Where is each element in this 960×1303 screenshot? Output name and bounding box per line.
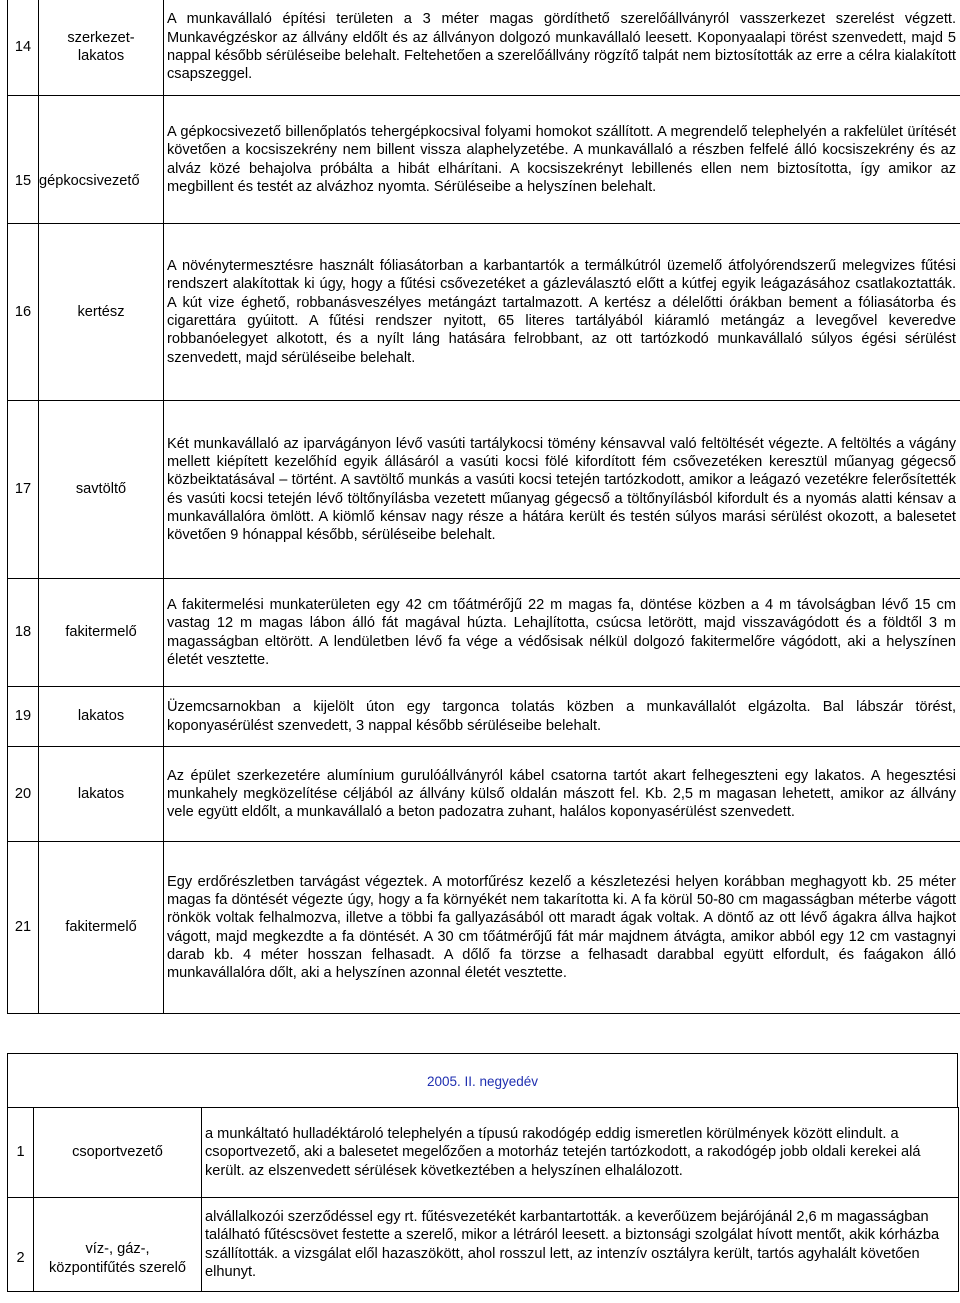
accident-table-2005-q2 [7, 1107, 959, 1292]
occupation: fakitermelő [39, 842, 164, 1014]
occupation: víz-, gáz-, központifűtés szerelő [34, 1198, 202, 1292]
section-header [7, 1053, 958, 1108]
accident-description: A munkavállaló építési területen a 3 méter magas gördíthető szerelőállványról vasszerkezet szerelést végzett. Munkavégzéskor az állvány eldőlt és az állványon dolgozó munkavállaló leesett. Koponyaalapi törést szenvedett, majd 5 nappal később sérüléseibe belehalt. Feltehetően a szerelőállvány rögzítő talpát nem biztosították az erre a célra kialakított csapszeggel. [164, 0, 960, 96]
occupation: csoportvezető [34, 1108, 202, 1198]
quarter-title: 2005. II. negyedév [426, 1074, 539, 1089]
row-number: 20 [8, 747, 39, 842]
table-row [8, 1108, 959, 1198]
accident-description: A fakitermelési munkaterületen egy 42 cm tőátmérőjű 22 m magas fa, döntése közben a 4 m távolságban lévő 15 cm vastag 12 m magas lábon álló fát magával húzta. Lehajlította, csúcsa letörött, majd visszavágódott és a földtől 3 m magasságban eltörött. A lendületben lévő fa vége a védősisak nélkül dolgozó fakitermelőre vágódott, aki a helyszínen életét vesztette. [164, 579, 960, 687]
table-row [8, 1198, 959, 1292]
occupation: lakatos [39, 687, 164, 747]
table-row [8, 224, 960, 401]
occupation: szerkezet- lakatos [39, 0, 164, 96]
accident-description: Két munkavállaló az iparvágányon lévő vasúti tartálykocsi tömény kénsavval való feltöltését végezte. A feltöltés a vágány mellett kiépített kezelőhíd egyik állásáról a vasúti kocsi fölé kifordított fém csővezetéken keresztül műanyag gégecső közbeiktatásával – történt. A savtöltő munkás a vasúti kocsi tetején tartózkodott, amikor a leágazó vezetékre felerősítették és vasúti kocsi tetején lévő töltőnyílásba vezetett műanyag gégecső a töltőnyílásból kifordult és a nyomás alatti kénsav a munkavállalóra ömlött. A kiömlő kénsav nagy része a hátára került és testén súlyos marási sérülést okozott, a balesetet követően 9 hónappal később, sérüléseibe belehalt. [164, 401, 960, 579]
occupation: savtöltő [39, 401, 164, 579]
row-number: 15 [8, 96, 39, 224]
occupation: gépkocsivezető [39, 96, 164, 224]
occupation: fakitermelő [39, 579, 164, 687]
accident-description: a munkáltató hulladéktároló telephelyén a típusú rakodógép eddig ismeretlen körülmények között elindult. a csoportvezető, aki a balesetet megelőzően a motorház tetején tartózkodott, a rakodógép jobb oldali kerekei alá került. az elszenvedett sérülések következtében a helyszínen elhalálozott. [202, 1108, 959, 1198]
row-number: 1 [8, 1108, 34, 1198]
table-row [8, 96, 960, 224]
occupation: kertész [39, 224, 164, 401]
accident-table [7, 0, 960, 1014]
row-number: 16 [8, 224, 39, 401]
table-row [8, 687, 960, 747]
accident-description: Az épület szerkezetére alumínium gurulóállványról kábel csatorna tartót akart felhegeszteni egy lakatos. A hegesztési munkahely megközelítése céljából az állvány külső oldalán mászott fel. Kb. 2,5 m magasan lehetett, amikor az állvány vele együtt eldőlt, a munkavállaló a beton padozatra zuhant, halálos koponyasérülést szenvedett. [164, 747, 960, 842]
accident-description: alvállalkozói szerződéssel egy rt. fűtésvezetékét karbantartották. a keverőüzem bejárójánál 2,6 m magasságban található fűtéscsövet festette a szerelő, mikor a létráról leesett. a biztonsági szolgálat hívott mentőt, akik kórházba szállították. a vizsgálat elől hazaszökött, ahol rosszul lett, az intenzív osztályra került, tartós agyhalált követően elhunyt. [202, 1198, 959, 1292]
row-number: 21 [8, 842, 39, 1014]
table-row [8, 401, 960, 579]
row-number: 18 [8, 579, 39, 687]
row-number: 17 [8, 401, 39, 579]
accident-description: Üzemcsarnokban a kijelölt úton egy targonca tolatás közben a munkavállalót elgázolta. Bal lábszár törést, koponyasérülést szenvedett, 3 nappal később sérüléseibe belehalt. [164, 687, 960, 747]
accident-description: Egy erdőrészletben tarvágást végeztek. A motorfűrész kezelő a készletezési helyen korábban meghagyott kb. 25 méter magas fa döntését végezte úgy, hogy a fa környékét nem takarította ki. A fa körül 50-80 cm magasságban méterbe vágott rönkök voltak felhalmozva, illetve a többi fa gallyazásából ott maradt ágak voltak. A döntő az ott lévő ágakra állva hajkot vágott, majd megkezdte a fa döntését. A 30 cm tőátmérőjű fát már majdnem átvágta, amikor abból egy 12 cm vastagnyi darab kb. 4 méter hosszan felhasadt. A dőlő fa törzse a felhasadt darabbal együtt elfordult, és faágakon álló munkavállalóra dőlt, aki a helyszínen azonnal életét vesztette. [164, 842, 960, 1014]
row-number: 2 [8, 1198, 34, 1292]
accident-description: A gépkocsivezető billenőplatós tehergépkocsival folyami homokot szállított. A megrendelő telephelyén a rakfelület ürítését követően a kocsiszekrény nem billent vissza alaphelyzetébe. A munkavállaló a részben felfelé álló kocsiszekrény és az alváz közé behajolva próbálta a hibát elhárítani. A kocsiszekrényt lebillenés ellen nem biztosította, így amikor az megbillent és testét az alvázhoz nyomta. Sérüléseibe a helyszínen belehalt. [164, 96, 960, 224]
table-row [8, 0, 960, 96]
table-row [8, 842, 960, 1014]
accident-description: A növénytermesztésre használt fóliasátorban a karbantartók a termálkútról üzemelő átfolyórendszerű melegvizes fűtési rendszert alakítottak ki úgy, hogy a fűtési csővezetéket a gázleválasztó előtt a kútfej egyik leágazásához csatlakoztatták. A kút vize éghető, robbanásveszélyes metángázt tartalmazott. A kertész a délelőtti órákban bement a fóliasátorba és cigarettára gyúitott. A fűtési rendszer nyitott, 65 literes tartályából kiáramló metángáz a levegővel keveredve robbanóelegyet alkotott, és a nyílt láng hatására felrobbant, az ott tartózkodó munkavállaló súlyos égési sérülést szenvedett, majd sérüléseibe belehalt. [164, 224, 960, 401]
table-row [8, 579, 960, 687]
table-row [8, 747, 960, 842]
row-number: 14 [8, 0, 39, 96]
occupation: lakatos [39, 747, 164, 842]
row-number: 19 [8, 687, 39, 747]
